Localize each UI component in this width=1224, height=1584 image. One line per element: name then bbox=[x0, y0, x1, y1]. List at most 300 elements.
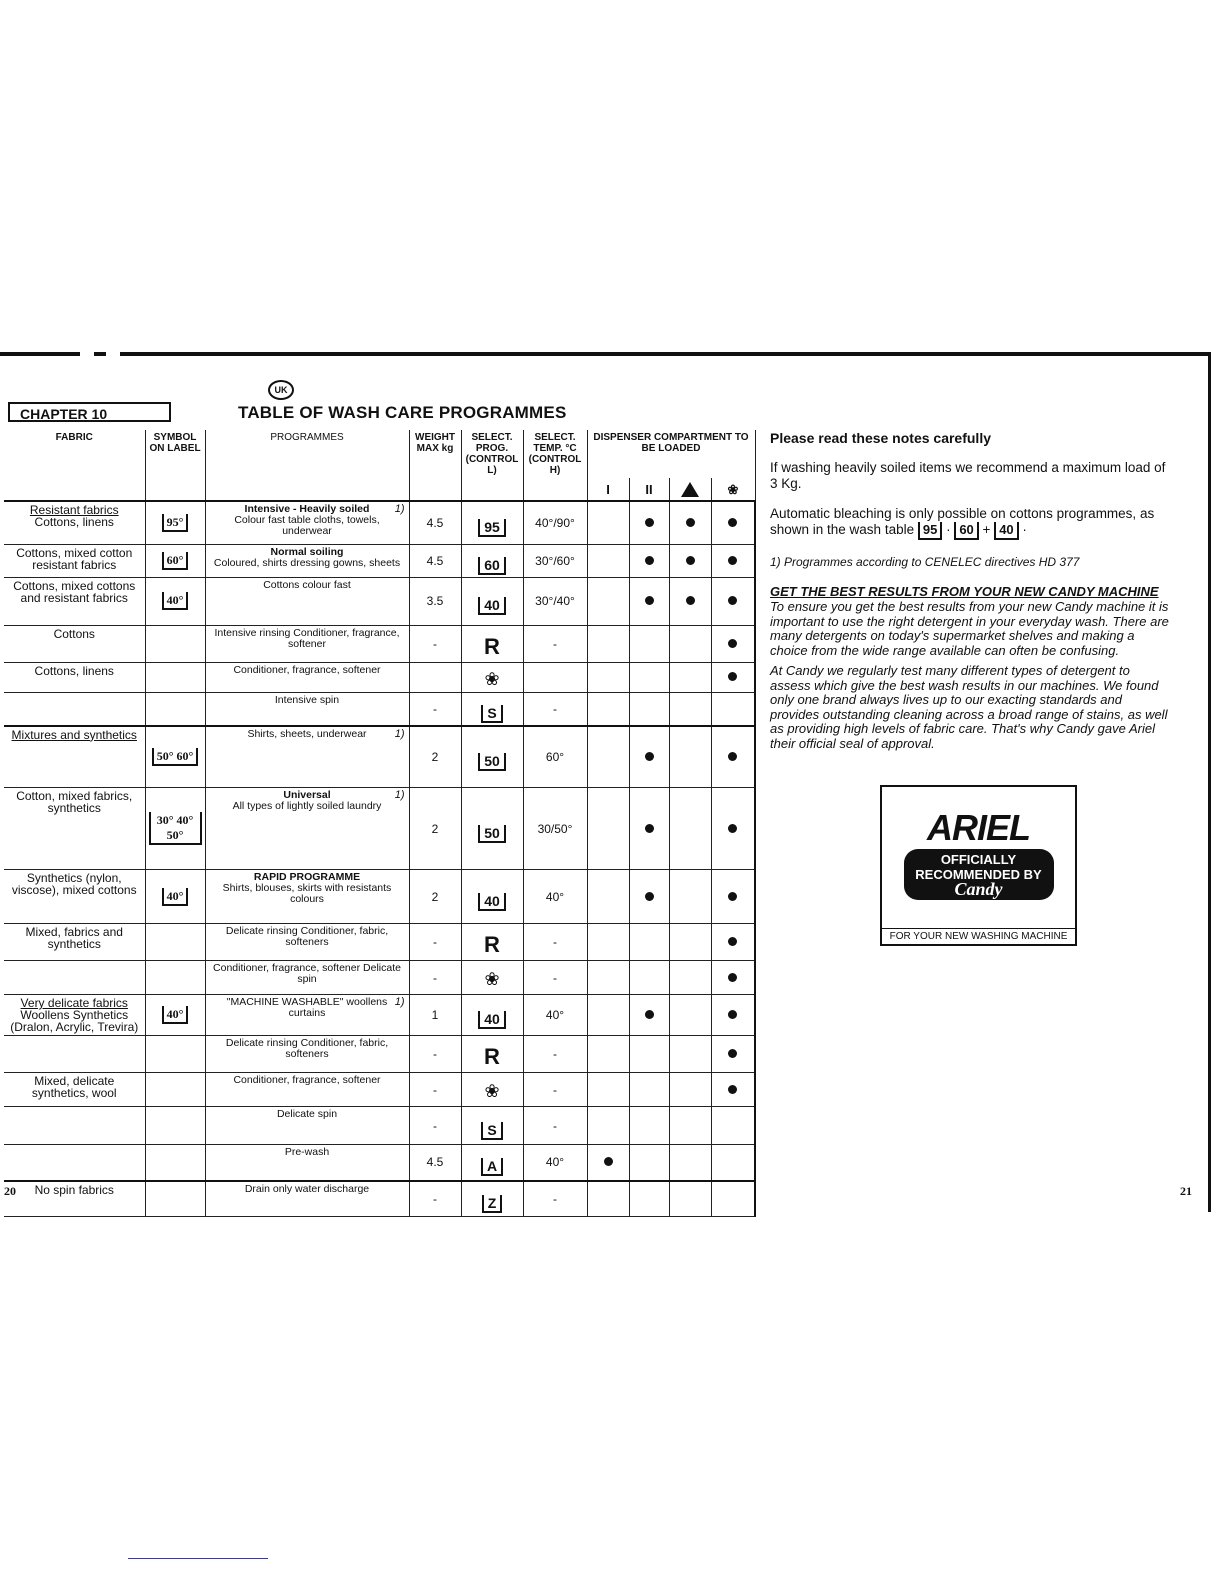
best-results-para-2: At Candy we regularly test many different types of detergent to assess which give the best wash results in our machines. We found only one brand always lives up to our exacting standards and provides outstanding cleaning across a broad range of stains, as well as providing high levels of fabric care. That's why Candy gave Ariel their official seal of approval. bbox=[770, 663, 1168, 751]
dispenser-cell bbox=[669, 544, 711, 577]
dispenser-cell bbox=[669, 788, 711, 870]
dispenser-dot-icon bbox=[686, 518, 695, 527]
programme-text: Delicate rinsing Conditioner, fabric, softeners bbox=[225, 925, 389, 948]
dispenser-cell bbox=[669, 961, 711, 995]
rule-gap bbox=[80, 351, 94, 359]
programme-dial-symbol: 60 bbox=[478, 557, 506, 575]
select-prog-cell bbox=[461, 1145, 523, 1181]
dispenser-cell bbox=[587, 1181, 629, 1217]
softener-flower-icon: ❀ bbox=[484, 1081, 500, 1101]
dispenser-cell bbox=[587, 924, 629, 961]
best-results-para-1: To ensure you get the best results from your new Candy machine it is important to use the right detergent in your everyday wash. There are many detergents on today's supermarket shelves and making a choice from the wide range available can often be confusing. bbox=[770, 599, 1169, 658]
fabric-category: Resistant fabrics bbox=[29, 503, 119, 517]
weight-cell: 3.5 bbox=[409, 577, 461, 625]
temp-cell: 60° bbox=[523, 726, 587, 788]
fabric-cell bbox=[4, 1073, 145, 1107]
temp-cell: 30°/60° bbox=[523, 544, 587, 577]
col-symbol: SYMBOL ON LABEL bbox=[145, 430, 205, 478]
programme-name: Universal bbox=[283, 789, 331, 801]
select-prog-cell bbox=[461, 625, 523, 662]
dispenser-dot-icon bbox=[728, 1010, 737, 1019]
table-row bbox=[4, 995, 755, 1036]
select-prog-cell bbox=[461, 870, 523, 924]
table-row bbox=[4, 870, 755, 924]
footnote-mark: 1) bbox=[394, 727, 405, 740]
table-row bbox=[4, 501, 755, 544]
programme-dial-symbol: 40 bbox=[478, 597, 506, 615]
dispenser-cell bbox=[711, 1145, 755, 1181]
select-prog-cell bbox=[461, 1036, 523, 1073]
label-symbol-cell bbox=[145, 961, 205, 995]
fabric-cell bbox=[4, 1107, 145, 1145]
dispenser-cell bbox=[711, 1036, 755, 1073]
dispenser-cell bbox=[711, 1181, 755, 1217]
temp-cell: - bbox=[523, 692, 587, 726]
wash-symbol-icon: 50° 60° bbox=[152, 748, 199, 766]
dispenser-cell bbox=[587, 692, 629, 726]
dispenser-cell bbox=[587, 544, 629, 577]
dispenser-dot-icon bbox=[728, 1085, 737, 1094]
temp-cell: - bbox=[523, 1107, 587, 1145]
table-row bbox=[4, 1107, 755, 1145]
wash-symbol-icon: 40° bbox=[162, 1006, 189, 1024]
dispenser-dot-icon bbox=[645, 556, 654, 565]
programme-text: Intensive rinsing Conditioner, fragrance, softener bbox=[214, 626, 400, 650]
weight-cell: - bbox=[409, 692, 461, 726]
weight-cell: - bbox=[409, 1073, 461, 1107]
programme-dial-symbol: 40 bbox=[478, 893, 506, 911]
dispenser-cell bbox=[587, 625, 629, 662]
dispenser-cell bbox=[669, 577, 711, 625]
best-results-heading: GET THE BEST RESULTS FROM YOUR NEW CANDY MACHINE bbox=[770, 584, 1159, 599]
dispenser-dot-icon bbox=[645, 892, 654, 901]
fabric-text: Mixed, delicate synthetics, wool bbox=[31, 1074, 117, 1100]
dispenser-cell bbox=[587, 726, 629, 788]
table-row bbox=[4, 692, 755, 726]
programme-text: Conditioner, fragrance, softener bbox=[233, 663, 381, 676]
select-prog-cell bbox=[461, 544, 523, 577]
dispenser-cell bbox=[711, 961, 755, 995]
select-prog-cell bbox=[461, 692, 523, 726]
programme-cell bbox=[205, 1036, 409, 1073]
dispenser-cell bbox=[669, 1073, 711, 1107]
dispenser-cell bbox=[711, 577, 755, 625]
dispenser-dot-icon bbox=[645, 1010, 654, 1019]
dispenser-cell bbox=[629, 961, 669, 995]
bleach-symbol-40: 40 bbox=[994, 522, 1018, 540]
dispenser-cell bbox=[711, 544, 755, 577]
select-prog-cell bbox=[461, 1181, 523, 1217]
temp-cell: - bbox=[523, 961, 587, 995]
dispenser-dot-icon bbox=[645, 596, 654, 605]
weight-cell bbox=[409, 662, 461, 692]
table-row bbox=[4, 662, 755, 692]
programme-cell bbox=[205, 662, 409, 692]
programme-cell bbox=[205, 1145, 409, 1181]
fabric-cell bbox=[4, 1036, 145, 1073]
wash-care-table bbox=[4, 430, 756, 1217]
label-symbol-cell bbox=[145, 544, 205, 577]
dispenser-dot-icon bbox=[645, 518, 654, 527]
weight-cell: 2 bbox=[409, 726, 461, 788]
programme-text: Pre-wash bbox=[284, 1146, 330, 1158]
dispenser-cell bbox=[629, 788, 669, 870]
dispenser-dot-icon bbox=[728, 937, 737, 946]
dispenser-cell bbox=[629, 924, 669, 961]
fabric-cell bbox=[4, 577, 145, 625]
dispenser-cell bbox=[629, 1145, 669, 1181]
label-symbol-cell bbox=[145, 577, 205, 625]
label-symbol-cell bbox=[145, 1181, 205, 1217]
page-number-right: 21 bbox=[1180, 1184, 1192, 1198]
fabric-cell bbox=[4, 961, 145, 995]
fabric-text: Cottons, linens bbox=[34, 515, 114, 529]
select-prog-cell bbox=[461, 961, 523, 995]
label-symbol-cell bbox=[145, 1073, 205, 1107]
dispenser-cell bbox=[629, 501, 669, 544]
notes-panel bbox=[770, 430, 1170, 757]
programme-name: Normal soiling bbox=[270, 545, 344, 558]
rule-gap bbox=[106, 351, 120, 359]
dispenser-cell bbox=[711, 501, 755, 544]
temp-cell: - bbox=[523, 625, 587, 662]
fabric-cell bbox=[4, 1181, 145, 1217]
fabric-cell bbox=[4, 625, 145, 662]
select-prog-cell bbox=[461, 501, 523, 544]
table-row bbox=[4, 625, 755, 662]
dispenser-dot-icon bbox=[728, 973, 737, 982]
wash-symbol-icon: 30° 40° 50° bbox=[149, 812, 202, 845]
dispenser-cell bbox=[629, 577, 669, 625]
dispenser-cell bbox=[711, 662, 755, 692]
dispenser-cell bbox=[669, 692, 711, 726]
programme-cell bbox=[205, 501, 409, 544]
table-row bbox=[4, 961, 755, 995]
label-symbol-cell bbox=[145, 625, 205, 662]
table-row bbox=[4, 788, 755, 870]
temp-cell: - bbox=[523, 1073, 587, 1107]
footnote: 1) Programmes according to CENELEC directives HD 377 bbox=[770, 555, 1080, 569]
label-symbol-cell bbox=[145, 924, 205, 961]
dispenser-dot-icon bbox=[728, 596, 737, 605]
programme-cell bbox=[205, 726, 409, 788]
notes-load-para: If washing heavily soiled items we recommend a maximum load of 3 Kg. bbox=[770, 460, 1166, 491]
programme-cell bbox=[205, 788, 409, 870]
fabric-text: Synthetics (nylon, viscose), mixed cottons bbox=[11, 871, 137, 897]
col-programmes: PROGRAMMES bbox=[205, 430, 409, 478]
dispenser-cell bbox=[669, 726, 711, 788]
dispenser-cell bbox=[629, 662, 669, 692]
col-select-temp: SELECT. TEMP. °C (CONTROL H) bbox=[523, 430, 587, 478]
programme-text: Coloured, shirts dressing gowns, sheets bbox=[213, 556, 401, 569]
temp-cell: 40° bbox=[523, 995, 587, 1036]
softener-flower-icon: ❀ bbox=[484, 668, 500, 689]
fabric-cell bbox=[4, 1145, 145, 1181]
label-symbol-cell bbox=[145, 662, 205, 692]
weight-cell: 2 bbox=[409, 788, 461, 870]
programme-text: "MACHINE WASHABLE" woollens curtains bbox=[226, 996, 388, 1019]
label-symbol-cell bbox=[145, 501, 205, 544]
fabric-cell bbox=[4, 870, 145, 924]
programme-text: Cottons colour fast bbox=[263, 578, 351, 591]
dispenser-dot-icon bbox=[686, 596, 695, 605]
page-title: TABLE OF WASH CARE PROGRAMMES bbox=[238, 403, 567, 422]
programme-text: Delicate rinsing Conditioner, fabric, softeners bbox=[225, 1037, 389, 1060]
dispenser-cell bbox=[629, 1181, 669, 1217]
weight-cell: 4.5 bbox=[409, 501, 461, 544]
fabric-text: Woollens Synthetics (Dralon, Acrylic, Trevira) bbox=[10, 1008, 139, 1034]
dispenser-cell bbox=[711, 870, 755, 924]
programme-text: All types of lightly soiled laundry bbox=[232, 800, 382, 812]
programme-name: Intensive - Heavily soiled bbox=[244, 503, 370, 515]
label-symbol-cell bbox=[145, 1107, 205, 1145]
programme-cell bbox=[205, 995, 409, 1036]
programme-text: Drain only water discharge bbox=[244, 1182, 370, 1195]
label-symbol-cell bbox=[145, 692, 205, 726]
candy-logo: Candy bbox=[954, 879, 1003, 899]
dispenser-cell bbox=[629, 1073, 669, 1107]
programme-text: Shirts, blouses, skirts with resistants colours bbox=[222, 882, 392, 905]
temp-cell: - bbox=[523, 1181, 587, 1217]
table-row bbox=[4, 1145, 755, 1181]
dispenser-cell bbox=[587, 1073, 629, 1107]
label-symbol-cell bbox=[145, 995, 205, 1036]
dispenser-cell bbox=[629, 625, 669, 662]
programme-cell bbox=[205, 1107, 409, 1145]
dispenser-cell bbox=[711, 995, 755, 1036]
programme-cell bbox=[205, 870, 409, 924]
dispenser-dot-icon bbox=[728, 639, 737, 648]
dispenser-cell bbox=[669, 924, 711, 961]
dispenser-cell bbox=[711, 625, 755, 662]
fabric-cell bbox=[4, 726, 145, 788]
temp-cell: - bbox=[523, 924, 587, 961]
col-weight: WEIGHT MAX kg bbox=[409, 430, 461, 478]
fabric-cell bbox=[4, 788, 145, 870]
chapter-label: CHAPTER 10 bbox=[8, 402, 171, 422]
programme-dial-symbol: 95 bbox=[478, 519, 506, 537]
dispenser-cell bbox=[587, 961, 629, 995]
dispenser-cell bbox=[711, 692, 755, 726]
ariel-ad bbox=[880, 785, 1077, 946]
label-symbol-cell bbox=[145, 1036, 205, 1073]
weight-cell: 1 bbox=[409, 995, 461, 1036]
bleach-symbol-95: 95 bbox=[918, 522, 942, 540]
dispenser-cell bbox=[629, 870, 669, 924]
dispenser-dot-icon bbox=[604, 1157, 613, 1166]
dispenser-cell bbox=[669, 1181, 711, 1217]
wash-symbol-icon: 60° bbox=[162, 552, 189, 570]
dispenser-2: II bbox=[629, 478, 669, 501]
programme-name: RAPID PROGRAMME bbox=[253, 871, 361, 883]
fabric-cell bbox=[4, 995, 145, 1036]
softener-flower-icon: ❀ bbox=[484, 969, 500, 989]
programme-text: Conditioner, fragrance, softener bbox=[233, 1074, 381, 1086]
dispenser-flower-icon: ❀ bbox=[711, 478, 755, 501]
dispenser-dot-icon bbox=[645, 752, 654, 761]
footnote-mark: 1) bbox=[394, 996, 405, 1008]
programme-cell bbox=[205, 1181, 409, 1217]
dispenser-dot-icon bbox=[645, 824, 654, 833]
programme-dial-symbol: Z bbox=[482, 1195, 503, 1213]
fabric-text: No spin fabrics bbox=[34, 1182, 114, 1197]
header-row bbox=[4, 430, 755, 478]
col-fabric: FABRIC bbox=[4, 430, 145, 478]
programme-dial-symbol: 50 bbox=[478, 825, 506, 843]
bottom-link-line bbox=[128, 1558, 268, 1559]
notes-heading: Please read these notes carefully bbox=[770, 430, 991, 446]
dispenser-header-row bbox=[4, 478, 755, 501]
dispenser-cell bbox=[669, 662, 711, 692]
select-prog-cell bbox=[461, 788, 523, 870]
temp-cell: 40° bbox=[523, 870, 587, 924]
programme-cell bbox=[205, 577, 409, 625]
top-rule bbox=[0, 352, 1210, 356]
dispenser-cell bbox=[587, 662, 629, 692]
table-row bbox=[4, 1181, 755, 1217]
table-row bbox=[4, 726, 755, 788]
dispenser-cell bbox=[629, 1107, 669, 1145]
dispenser-cell bbox=[629, 995, 669, 1036]
col-dispenser: DISPENSER COMPARTMENT TO BE LOADED bbox=[587, 430, 755, 478]
programme-dial-symbol: S bbox=[481, 1122, 502, 1140]
col-select-prog: SELECT. PROG. (CONTROL L) bbox=[461, 430, 523, 478]
programme-dial-symbol: S bbox=[481, 705, 502, 723]
fabric-text: Cottons, linens bbox=[34, 663, 114, 678]
programme-cell bbox=[205, 924, 409, 961]
dispenser-cell bbox=[587, 788, 629, 870]
dispenser-cell bbox=[711, 924, 755, 961]
table-row bbox=[4, 1073, 755, 1107]
dispenser-cell bbox=[629, 1036, 669, 1073]
fabric-text: Cottons, mixed cottons and resistant fabrics bbox=[13, 578, 136, 605]
table-row bbox=[4, 924, 755, 961]
page-number-left: 20 bbox=[4, 1184, 16, 1198]
fabric-cell bbox=[4, 501, 145, 544]
dispenser-cell bbox=[587, 995, 629, 1036]
dispenser-cell bbox=[629, 692, 669, 726]
dispenser-triangle-icon bbox=[669, 478, 711, 501]
temp-cell: 40° bbox=[523, 1145, 587, 1181]
table-row bbox=[4, 577, 755, 625]
programme-text: Delicate spin bbox=[276, 1108, 338, 1120]
recommended-seal: OFFICIALLY RECOMMENDED BY Candy bbox=[904, 849, 1054, 900]
fabric-text: Mixed, fabrics and synthetics bbox=[25, 925, 123, 951]
dispenser-cell bbox=[669, 1036, 711, 1073]
wash-symbol-icon: 40° bbox=[162, 592, 189, 610]
right-edge-rule bbox=[1208, 352, 1211, 1212]
wash-symbol-icon: 40° bbox=[162, 888, 189, 906]
fabric-text: Cottons, mixed cotton resistant fabrics bbox=[16, 545, 133, 572]
footnote-mark: 1) bbox=[394, 503, 405, 515]
dispenser-dot-icon bbox=[728, 518, 737, 527]
dispenser-cell bbox=[587, 577, 629, 625]
fabric-cell bbox=[4, 662, 145, 692]
dispenser-cell bbox=[669, 870, 711, 924]
temp-cell: 30°/40° bbox=[523, 577, 587, 625]
dispenser-cell bbox=[669, 1145, 711, 1181]
programme-dial-symbol: 50 bbox=[478, 753, 506, 771]
label-symbol-cell bbox=[145, 870, 205, 924]
wash-symbol-icon: 95° bbox=[162, 514, 189, 532]
weight-cell: 4.5 bbox=[409, 544, 461, 577]
programme-dial-symbol: 40 bbox=[478, 1011, 506, 1029]
programme-text: Colour fast table cloths, towels, underwear bbox=[234, 514, 380, 537]
weight-cell: - bbox=[409, 1181, 461, 1217]
temp-cell: 30/50° bbox=[523, 788, 587, 870]
uk-badge: UK bbox=[268, 380, 294, 400]
dispenser-dot-icon bbox=[728, 556, 737, 565]
temp-cell: 40°/90° bbox=[523, 501, 587, 544]
temp-cell bbox=[523, 662, 587, 692]
programme-cell bbox=[205, 625, 409, 662]
fabric-cell bbox=[4, 692, 145, 726]
fabric-cell bbox=[4, 924, 145, 961]
select-prog-cell bbox=[461, 662, 523, 692]
weight-cell: - bbox=[409, 1107, 461, 1145]
dispenser-cell bbox=[669, 995, 711, 1036]
programme-cell bbox=[205, 692, 409, 726]
dispenser-cell bbox=[711, 1107, 755, 1145]
table-row bbox=[4, 544, 755, 577]
select-prog-cell bbox=[461, 1107, 523, 1145]
dispenser-dot-icon bbox=[728, 752, 737, 761]
dispenser-cell bbox=[587, 1107, 629, 1145]
table-row bbox=[4, 1036, 755, 1073]
select-prog-cell bbox=[461, 995, 523, 1036]
fabric-text: Cotton, mixed fabrics, synthetics bbox=[16, 789, 133, 815]
select-prog-cell bbox=[461, 1073, 523, 1107]
dispenser-cell bbox=[711, 788, 755, 870]
rinse-icon: R bbox=[484, 932, 500, 957]
dispenser-cell bbox=[629, 726, 669, 788]
ariel-logo: ARIEL bbox=[927, 807, 1030, 848]
label-symbol-cell bbox=[145, 726, 205, 788]
fabric-category: Very delicate fabrics bbox=[20, 996, 128, 1010]
weight-cell: - bbox=[409, 924, 461, 961]
dispenser-cell bbox=[669, 1107, 711, 1145]
dispenser-cell bbox=[587, 1145, 629, 1181]
dispenser-1: I bbox=[587, 478, 629, 501]
weight-cell: 4.5 bbox=[409, 1145, 461, 1181]
rinse-icon: R bbox=[484, 1044, 500, 1069]
dispenser-cell bbox=[587, 501, 629, 544]
fabric-text: Cottons bbox=[53, 626, 95, 641]
weight-cell: 2 bbox=[409, 870, 461, 924]
rinse-icon: R bbox=[484, 633, 500, 659]
bleach-symbol-60: 60 bbox=[954, 522, 978, 540]
fabric-cell bbox=[4, 544, 145, 577]
programme-cell bbox=[205, 961, 409, 995]
dispenser-dot-icon bbox=[728, 824, 737, 833]
dispenser-cell bbox=[711, 1073, 755, 1107]
dispenser-cell bbox=[711, 726, 755, 788]
programme-text: Shirts, sheets, underwear bbox=[247, 727, 367, 740]
label-symbol-cell bbox=[145, 1145, 205, 1181]
dispenser-dot-icon bbox=[728, 672, 737, 681]
programme-text: Conditioner, fragrance, softener Delicate spin bbox=[213, 962, 401, 985]
programme-dial-symbol: A bbox=[481, 1158, 503, 1176]
dispenser-cell bbox=[587, 1036, 629, 1073]
weight-cell: - bbox=[409, 1036, 461, 1073]
footnote-mark: 1) bbox=[394, 789, 405, 801]
dispenser-dot-icon bbox=[728, 1049, 737, 1058]
weight-cell: - bbox=[409, 625, 461, 662]
temp-cell: - bbox=[523, 1036, 587, 1073]
dispenser-cell bbox=[629, 544, 669, 577]
programme-text: Intensive spin bbox=[274, 693, 340, 706]
programme-cell bbox=[205, 1073, 409, 1107]
